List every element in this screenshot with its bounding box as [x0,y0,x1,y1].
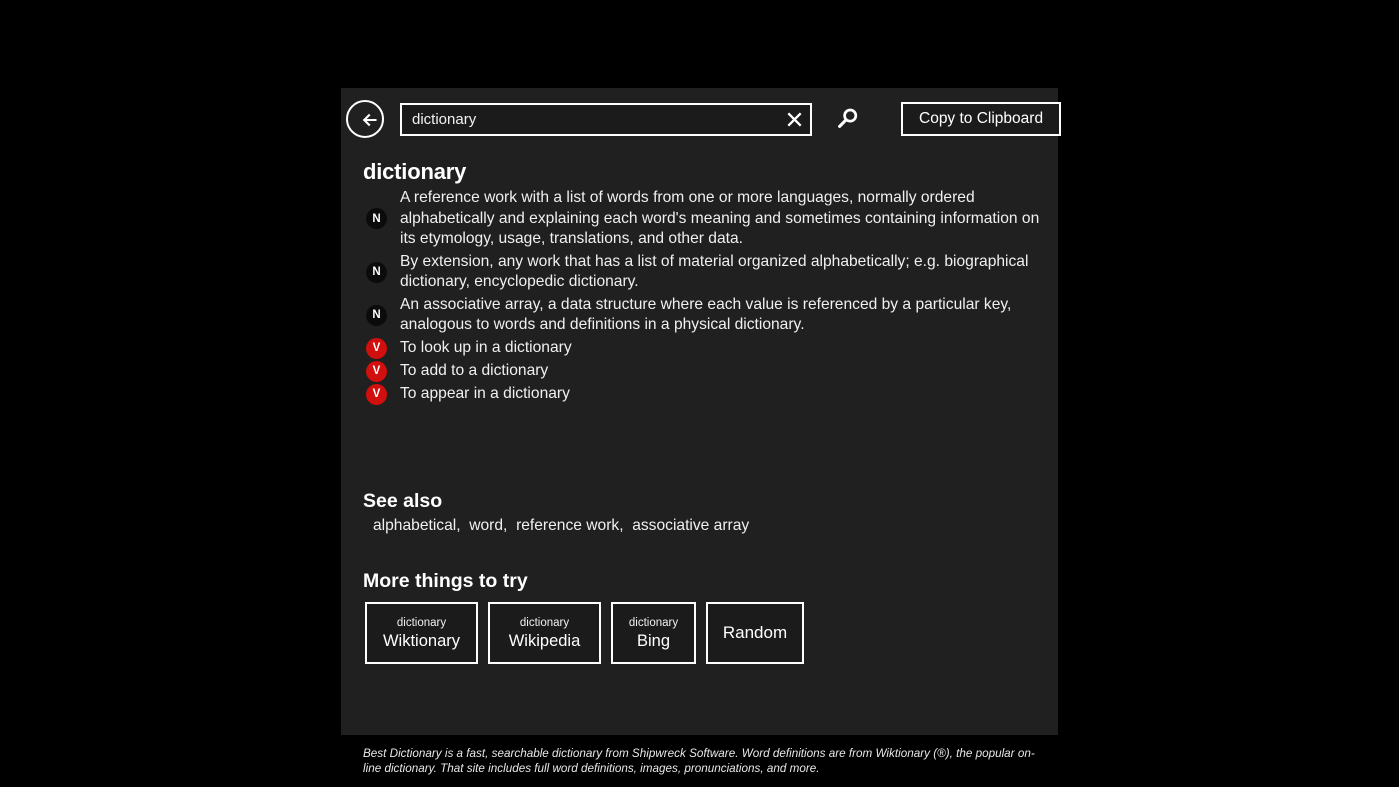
see-also-link[interactable]: reference work, [516,517,624,534]
more-things-to-try-section [363,570,804,664]
more-things-tile-wiktionary[interactable] [365,602,478,664]
search-box [400,103,812,136]
best-dictionary-app-window [341,88,1058,775]
definition-text: To appear in a dictionary [400,384,570,402]
see-also-list [363,517,749,535]
more-things-tile-bing[interactable] [611,602,696,664]
see-also-link[interactable]: associative array [632,517,750,534]
entry-content [341,150,1058,775]
tile-label: Wiktionary [382,631,460,650]
search-input[interactable] [400,103,812,136]
see-also-title: See also [363,490,443,512]
verb-badge-icon: V [366,338,387,359]
verb-badge-icon: V [366,361,387,382]
noun-badge-icon: N [366,305,387,326]
tile-label: Random [722,623,788,642]
definition-text: An associative array, a data structure where each value is referenced by a particular key, analogous to words and definitions in a physical dictionary. [400,295,1012,333]
tile-label: Bing [636,631,671,650]
back-arrow-icon [354,103,388,137]
noun-badge-icon: N [366,208,387,229]
tile-subtitle: dictionary [519,616,570,629]
copy-to-clipboard-button[interactable]: Copy to Clipboard [901,102,1061,136]
about-footer-text: Best Dictionary is a fast, searchable dictionary from Shipwreck Software. Word definitions are from Wiktionary (®), the popular on-line dictionary. That site includes full word definitions, images, pronunciations, and more. [363,747,1035,775]
more-things-title: More things to try [363,570,528,592]
see-also-link[interactable]: word, [469,517,508,534]
definition-text: A reference work with a list of words from one or more languages, normally ordered alphabetically and explaining each word's meaning and sometimes containing information on its etymology, usage, translations, and other data. [400,189,1040,247]
search-icon [833,105,861,133]
definition-text: To look up in a dictionary [400,338,572,356]
page-title: dictionary [363,159,467,184]
more-things-tiles [363,602,804,664]
see-also-section [363,490,749,535]
more-things-tile-wikipedia[interactable] [488,602,601,664]
tile-label: Wikipedia [508,631,581,650]
command-bar [341,88,1058,150]
verb-badge-icon: V [366,384,387,405]
definition-row [363,384,1044,405]
tile-subtitle: dictionary [396,616,447,629]
see-also-link[interactable]: alphabetical, [373,517,461,534]
definition-text: By extension, any work that has a list of material organized alphabetically; e.g. biographical dictionary, encyclopedic dictionary. [400,252,1029,290]
definition-row [363,252,1044,293]
definition-row [363,361,1044,382]
definitions-list [363,188,1044,405]
clear-search-button[interactable] [781,106,808,133]
definition-row [363,295,1044,336]
more-things-tile-random[interactable] [706,602,804,664]
search-submit-button[interactable] [830,102,864,136]
tile-subtitle: dictionary [628,616,679,629]
definition-row [363,338,1044,359]
definition-row [363,188,1044,250]
close-icon [785,110,804,129]
back-button[interactable] [346,100,384,138]
definition-text: To add to a dictionary [400,361,549,379]
noun-badge-icon: N [366,262,387,283]
